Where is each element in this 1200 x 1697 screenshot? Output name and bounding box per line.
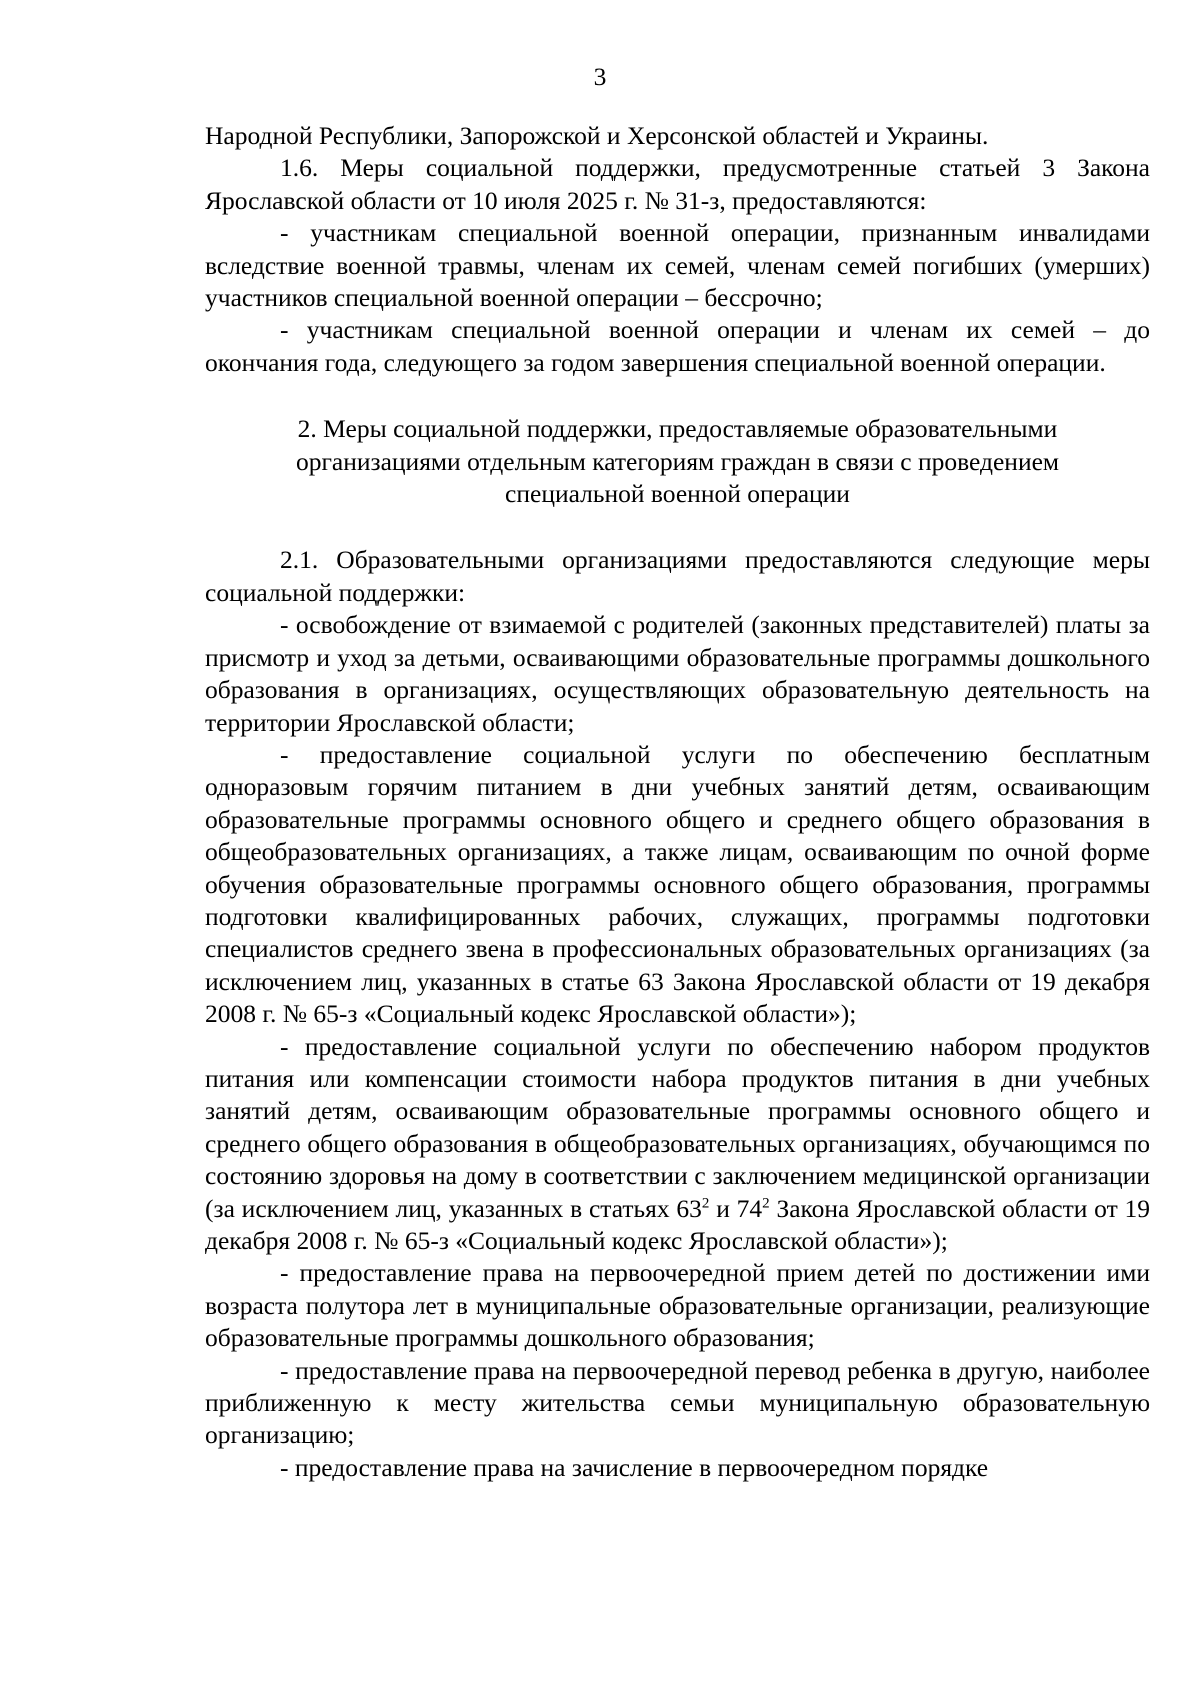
list-item: - предоставление права на зачисление в первоочередном порядке [280,1452,989,1482]
section-heading [205,413,1150,510]
superscript: 2 [701,1195,710,1212]
list-item: - участникам специальной военной операции, признанным инвалидами вследствие военной травмы, членам их семей, членам семей погибших (умерших) участников специальной военной операции – бессрочно; [205,218,1150,313]
list-item-text: - предоставление социальной услуги по обеспечению набором продуктов питания или компенсации стоимости набора продуктов питания в дни учебных занятий детям, осваивающим образовательные программы основного общего и среднего общего образования в общеобразовательных организациях, обучающимся по состоянию здоровья на дому в соответствии с заключением медицинской организации (за исключением лиц, указанных в статьях 63 [205,1031,1150,1223]
paragraph: Народной Республики, Запорожской и Херсонской областей и Украины. [205,121,989,150]
paragraph: 1.6. Меры социальной поддержки, предусмотренные статьей 3 Закона Ярославской области от 10 июля 2025 г. № 31-з, предоставляются: [205,153,1150,215]
spacer [205,510,1150,544]
spacer [205,379,1150,413]
list-item-text: Закона Ярославской области от 19 декабря 2008 г. № 65-з «Социальный кодекс Ярославской области»); [205,1193,1151,1255]
superscript: 2 [762,1195,770,1212]
list-item: - предоставление права на первоочередной прием детей по достижении ими возраста полутора лет в муниципальные образовательные организации, реализующие образовательные программы дошкольного образования; [205,1258,1150,1353]
page-number: 3 [593,62,607,91]
list-item-text: и 74 [709,1193,763,1223]
list-item: - освобождение от взимаемой с родителей (законных представителей) платы за присмотр и уход за детьми, осваивающими образовательные программы дошкольного образования в организациях, осуществляющих образовательную деятельность на территории Ярославской области; [205,610,1150,737]
document-body [205,120,1150,1484]
list-item [205,1031,1150,1258]
paragraph: 2.1. Образовательными организациями предоставляются следующие меры социальной поддержки: [205,545,1150,607]
list-item: - участникам специальной военной операции и членам их семей – до окончания года, следующего за годом завершения специальной военной операции. [205,315,1150,377]
section-heading-line: специальной военной операции [505,479,850,509]
section-heading-line: 2. Меры социальной поддержки, предоставляемые образовательными [297,414,1058,444]
list-item: - предоставление права на первоочередной перевод ребенка в другую, наиболее приближенную к месту жительства семьи муниципальную образовательную организацию; [205,1355,1150,1450]
section-heading-line: организациями отдельным категориям граждан в связи с проведением [295,446,1060,476]
list-item: - предоставление социальной услуги по обеспечению бесплатным одноразовым горячим питанием в дни учебных занятий детям, осваивающим образовательные программы основного общего и среднего общего образования в общеобразовательных организациях, а также лицам, осваивающим по очной форме обучения образовательные программы основного общего образования, программы подготовки квалифицированных рабочих, служащих, программы подготовки специалистов среднего звена в профессиональных образовательных организациях (за исключением лиц, указанных в статье 63 Закона Ярославской области от 19 декабря 2008 г. № 65-з «Социальный кодекс Ярославской области»); [205,739,1150,1029]
